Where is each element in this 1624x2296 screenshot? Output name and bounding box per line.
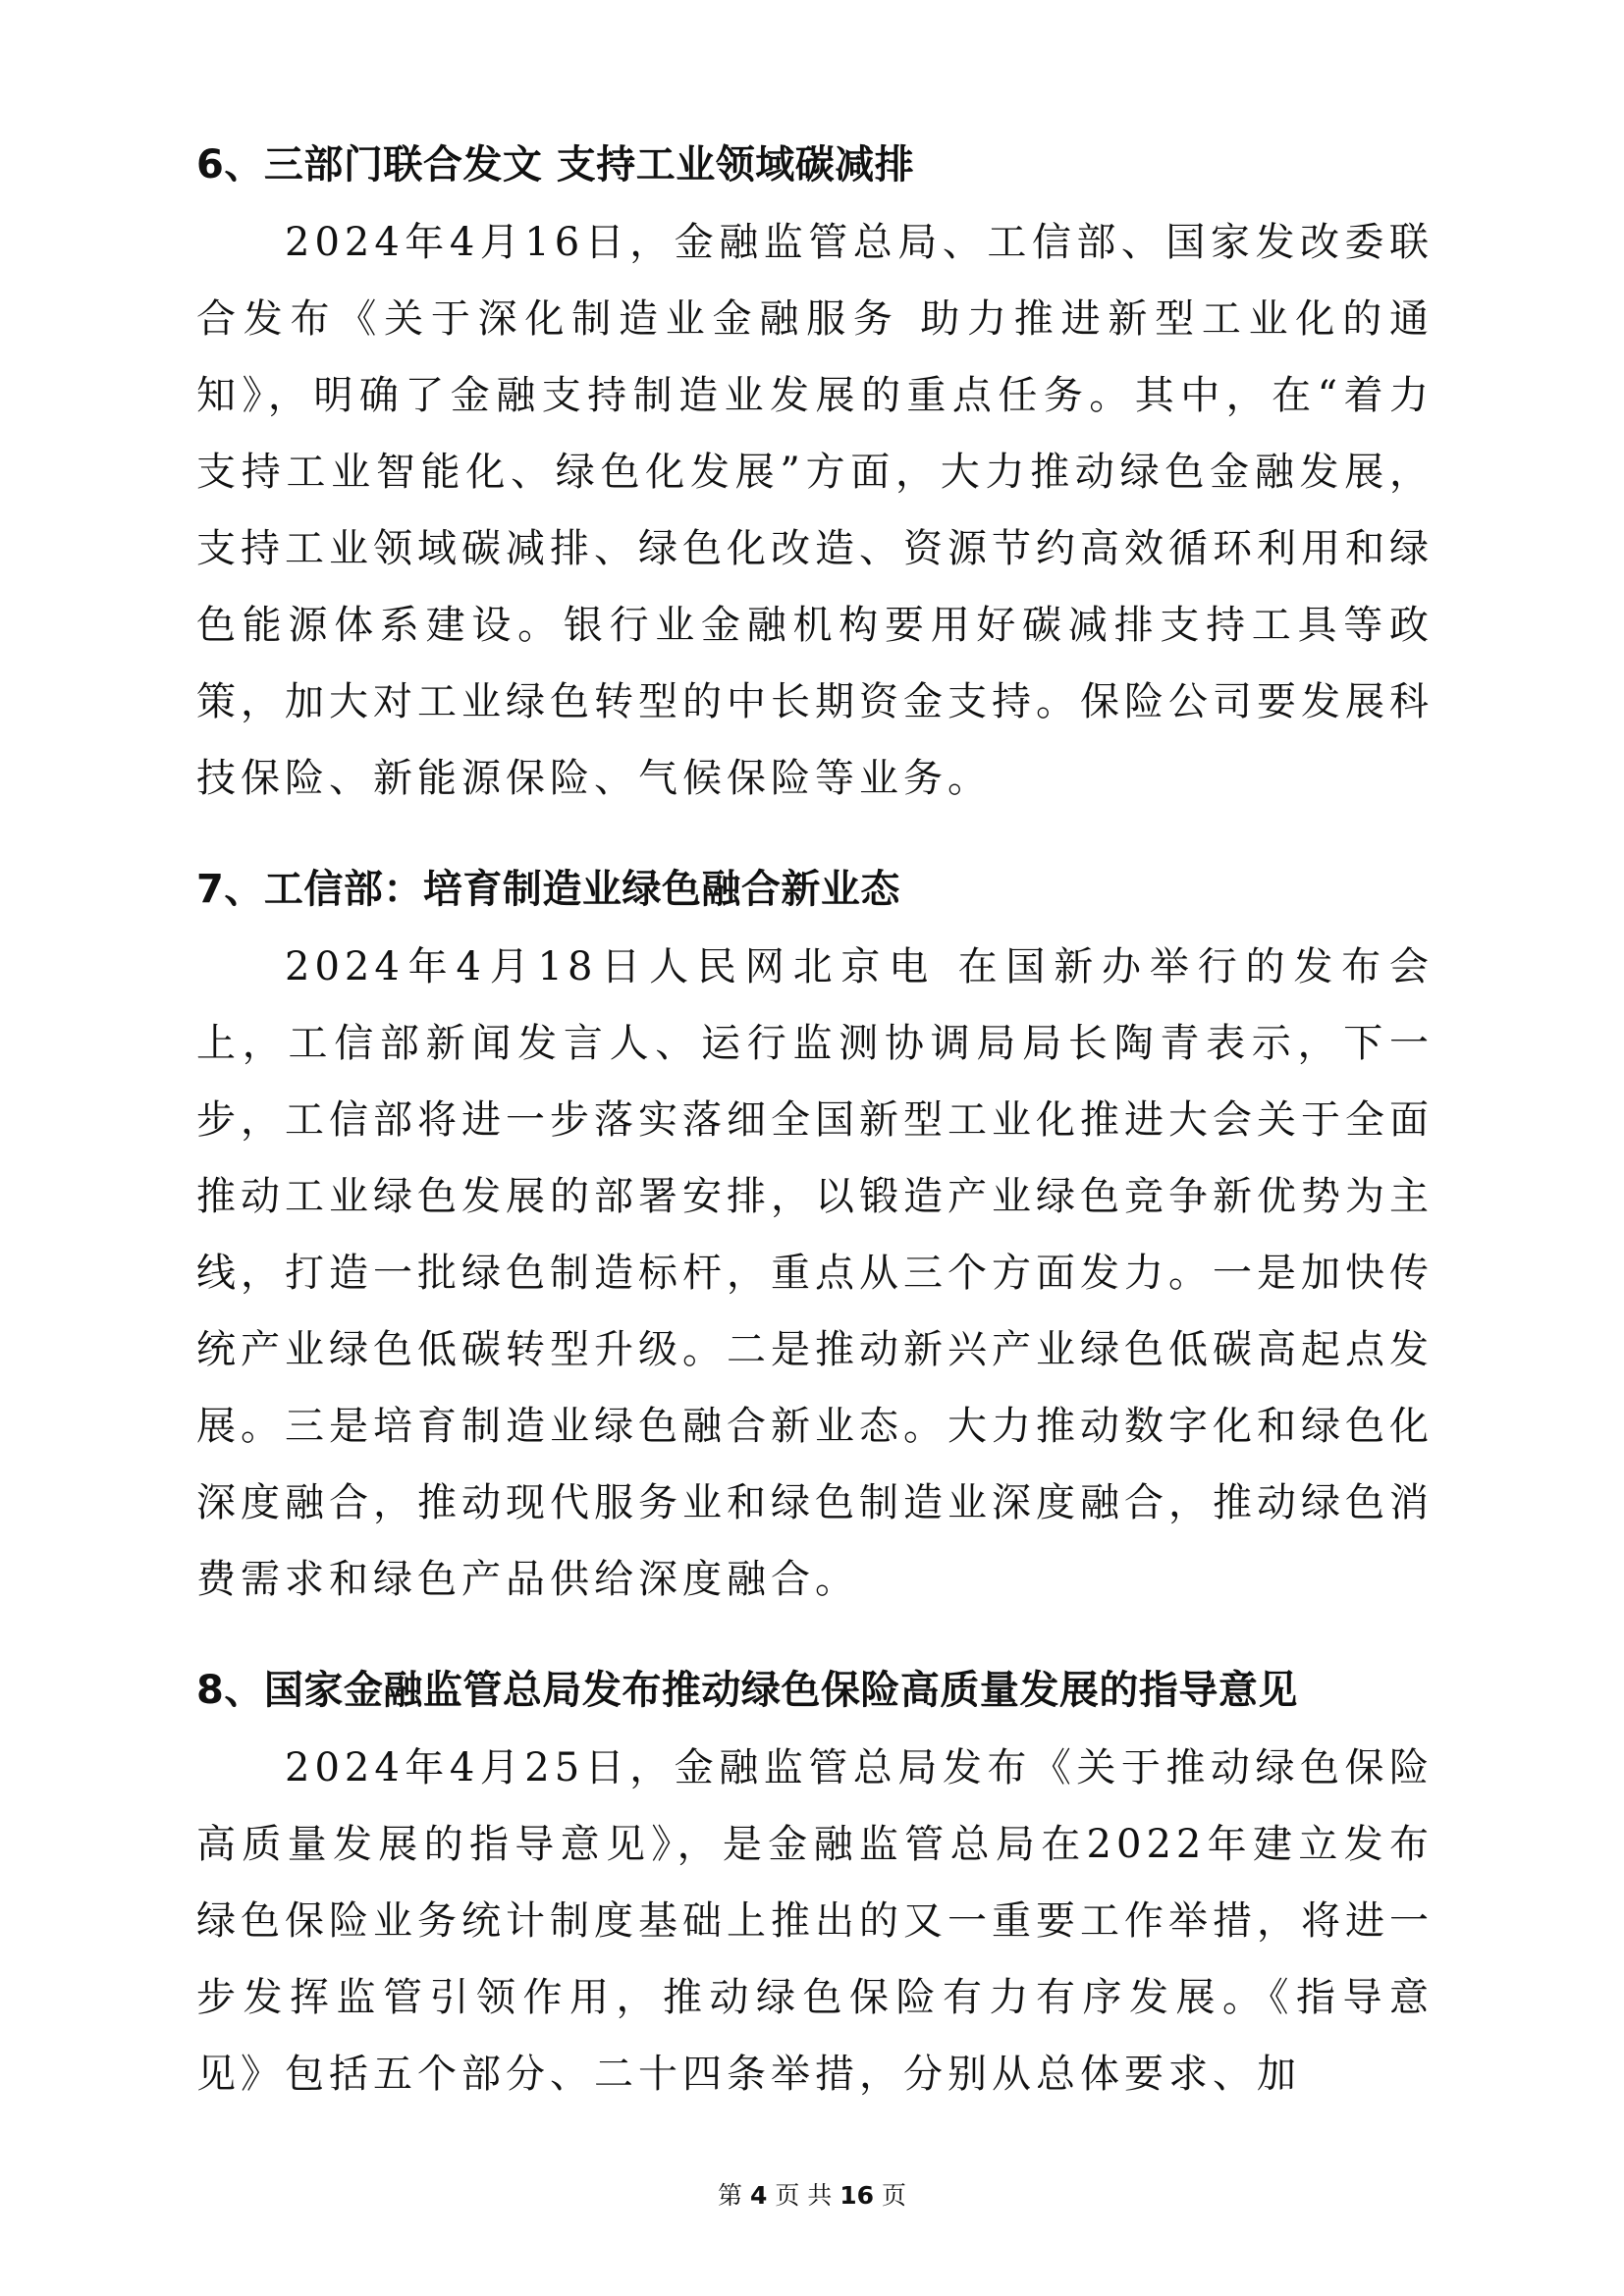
section-heading: 8、国家金融监管总局发布推动绿色保险高质量发展的指导意见 (196, 1668, 1298, 1713)
section-heading: 6、三部门联合发文 支持工业领域碳减排 (196, 142, 915, 187)
footer-page-number: 4 (749, 2181, 768, 2210)
footer-middle: 页 共 (775, 2181, 833, 2210)
footer-suffix: 页 (881, 2181, 906, 2210)
section-7 (196, 850, 1434, 1618)
document-body (196, 126, 1434, 2112)
page-footer (0, 2181, 1624, 2211)
section-heading: 7、工信部：培育制造业绿色融合新业态 (196, 867, 900, 912)
footer-prefix: 第 (718, 2181, 743, 2210)
section-paragraph: 2024年4月18日人民网北京电 在国新办举行的发布会上，工信部新闻发言人、运行监测协调局局长陶青表示，下一步，工信部将进一步落实落细全国新型工业化推进大会关于全面推动工业绿色发展的部署安排，以锻造产业绿色竞争新优势为主线，打造一批绿色制造标杆，重点从三个方面发力。一是加快传统产业绿色低碳转型升级。二是推动新兴产业绿色低碳高起点发展。三是培育制造业绿色融合新业态。大力推动数字化和绿色化深度融合，推动现代服务业和绿色制造业深度融合，推动绿色消费需求和绿色产品供给深度融合。 (196, 944, 1434, 1602)
section-6 (196, 126, 1434, 817)
section-8 (196, 1651, 1434, 2112)
section-paragraph: 2024年4月25日，金融监管总局发布《关于推动绿色保险高质量发展的指导意见》，是金融监管总局在2022年建立发布绿色保险业务统计制度基础上推出的又一重要工作举措，将进一步发挥监管引领作用，推动绿色保险有力有序发展。《指导意见》包括五个部分、二十四条举措，分别从总体要求、加 (196, 1745, 1434, 2097)
section-paragraph: 2024年4月16日，金融监管总局、工信部、国家发改委联合发布《关于深化制造业金融服务 助力推进新型工业化的通知》，明确了金融支持制造业发展的重点任务。其中，在“着力支持工业智能化、绿色化发展”方面，大力推动绿色金融发展，支持工业领域碳减排、绿色化改造、资源节约高效循环利用和绿色能源体系建设。银行业金融机构要用好碳减排支持工具等政策，加大对工业绿色转型的中长期资金支持。保险公司要发展科技保险、新能源保险、气候保险等业务。 (196, 220, 1434, 801)
footer-total-pages: 16 (839, 2181, 875, 2210)
